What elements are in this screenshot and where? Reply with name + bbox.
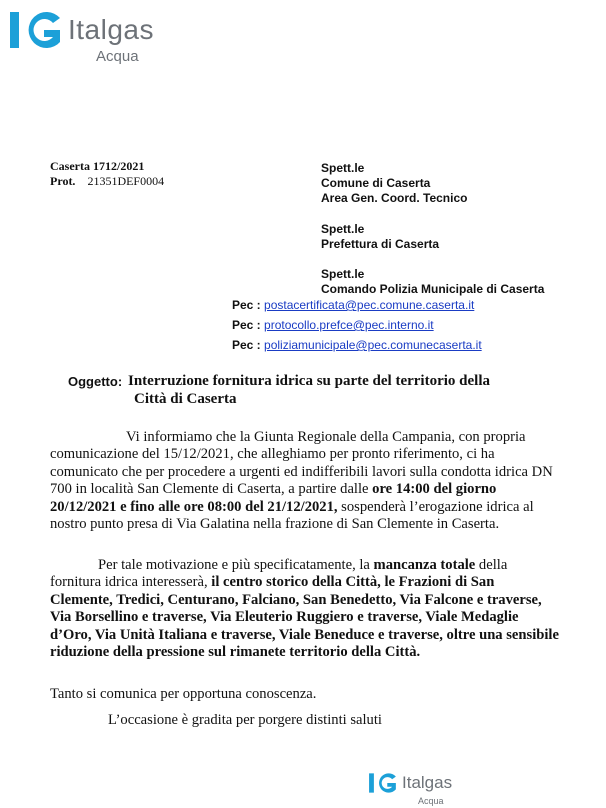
pec-row xyxy=(232,298,474,312)
recipient-line: Area Gen. Coord. Tecnico xyxy=(321,191,468,205)
subject-line: Città di Caserta xyxy=(134,391,237,407)
body-paragraph-3: Tanto si comunica per opportuna conoscenza. xyxy=(50,686,317,702)
recipient-line: Prefettura di Caserta xyxy=(321,237,440,251)
protocol-line xyxy=(50,174,164,189)
body-text: Per tale motivazione e più specificatamente, la xyxy=(98,557,374,573)
body-text-bold: ore 14:00 del giorno 20/12/2021 e fino alle ore 08:00 del 21/12/2021, xyxy=(50,481,497,515)
body-text-bold: il centro storico della Città, le Frazioni di San Clemente, Tredici, Centurano, Falciano, San Benedetto, Via Falcone e traverse, Via Borsellino e traverse, Via Eleuterio Ruggiero e traverse, Viale Medaglie d’Oro, Via Unità Italiana e traverse, Viale Beneduce e traverse, oltre una sensibile riduzione della pressione sul rimanete territorio della Città. xyxy=(50,574,559,661)
footer-brand-name: Italgas xyxy=(402,773,453,792)
subject-label: Oggetto: xyxy=(68,374,123,389)
body-text: della fornitura idrica interesserà, xyxy=(50,557,508,591)
subject-line: Interruzione fornitura idrica su parte del territorio della xyxy=(128,373,491,389)
body-paragraph-2 xyxy=(50,557,560,661)
footer-logo-icon xyxy=(368,771,398,795)
place-date: Caserta 1712/2021 xyxy=(50,159,145,173)
recipient-salutation: Spett.le xyxy=(321,267,365,281)
protocol-number: 21351DEF0004 xyxy=(87,174,165,188)
recipient-line: Comando Polizia Municipale di Caserta xyxy=(321,282,545,296)
pec-email-link[interactable]: poliziamunicipale@pec.comunecaserta.it xyxy=(264,338,482,352)
recipient-line: Comune di Caserta xyxy=(321,176,431,190)
pec-email-link[interactable]: postacertificata@pec.comune.caserta.it xyxy=(264,298,475,312)
pec-label: Pec : xyxy=(232,318,261,332)
pec-row xyxy=(232,318,434,332)
recipient-polizia xyxy=(321,267,544,297)
body-paragraph-1 xyxy=(50,429,560,533)
pec-row xyxy=(232,338,482,352)
protocol-label: Prot. xyxy=(50,174,76,188)
subject-text xyxy=(128,372,548,408)
closing-greeting: L’occasione è gradita per porgere distinti saluti xyxy=(108,712,382,728)
recipient-prefettura xyxy=(321,222,439,252)
body-text: sospenderà l’erogazione idrica al nostro punto presa di Via Galatina nella frazione di San Clemente in Caserta. xyxy=(50,498,534,533)
recipient-salutation: Spett.le xyxy=(321,222,365,236)
body-text: Vi informiamo che la Giunta Regionale della Campania, con propria comunicazione del 15/12/2021, che alleghiamo per pronto riferimento, ci ha comunicato che per procedere a urgenti ed indifferibili lavori sulla condotta idrica DN 700 in località San Clemente di Caserta, a partire dalle xyxy=(50,429,553,498)
reference-block xyxy=(50,159,164,189)
footer-brand-subtitle: Acqua xyxy=(418,796,444,806)
recipient-salutation: Spett.le xyxy=(321,161,365,175)
pec-label: Pec : xyxy=(232,338,261,352)
brand-name: Italgas xyxy=(68,14,154,45)
brand-subtitle: Acqua xyxy=(96,48,139,65)
recipient-comune xyxy=(321,161,467,206)
italgas-logo-icon xyxy=(8,8,64,52)
pec-email-link[interactable]: protocollo.prefce@pec.interno.it xyxy=(264,318,434,332)
pec-label: Pec : xyxy=(232,298,261,312)
body-text-bold: mancanza totale xyxy=(373,557,476,573)
